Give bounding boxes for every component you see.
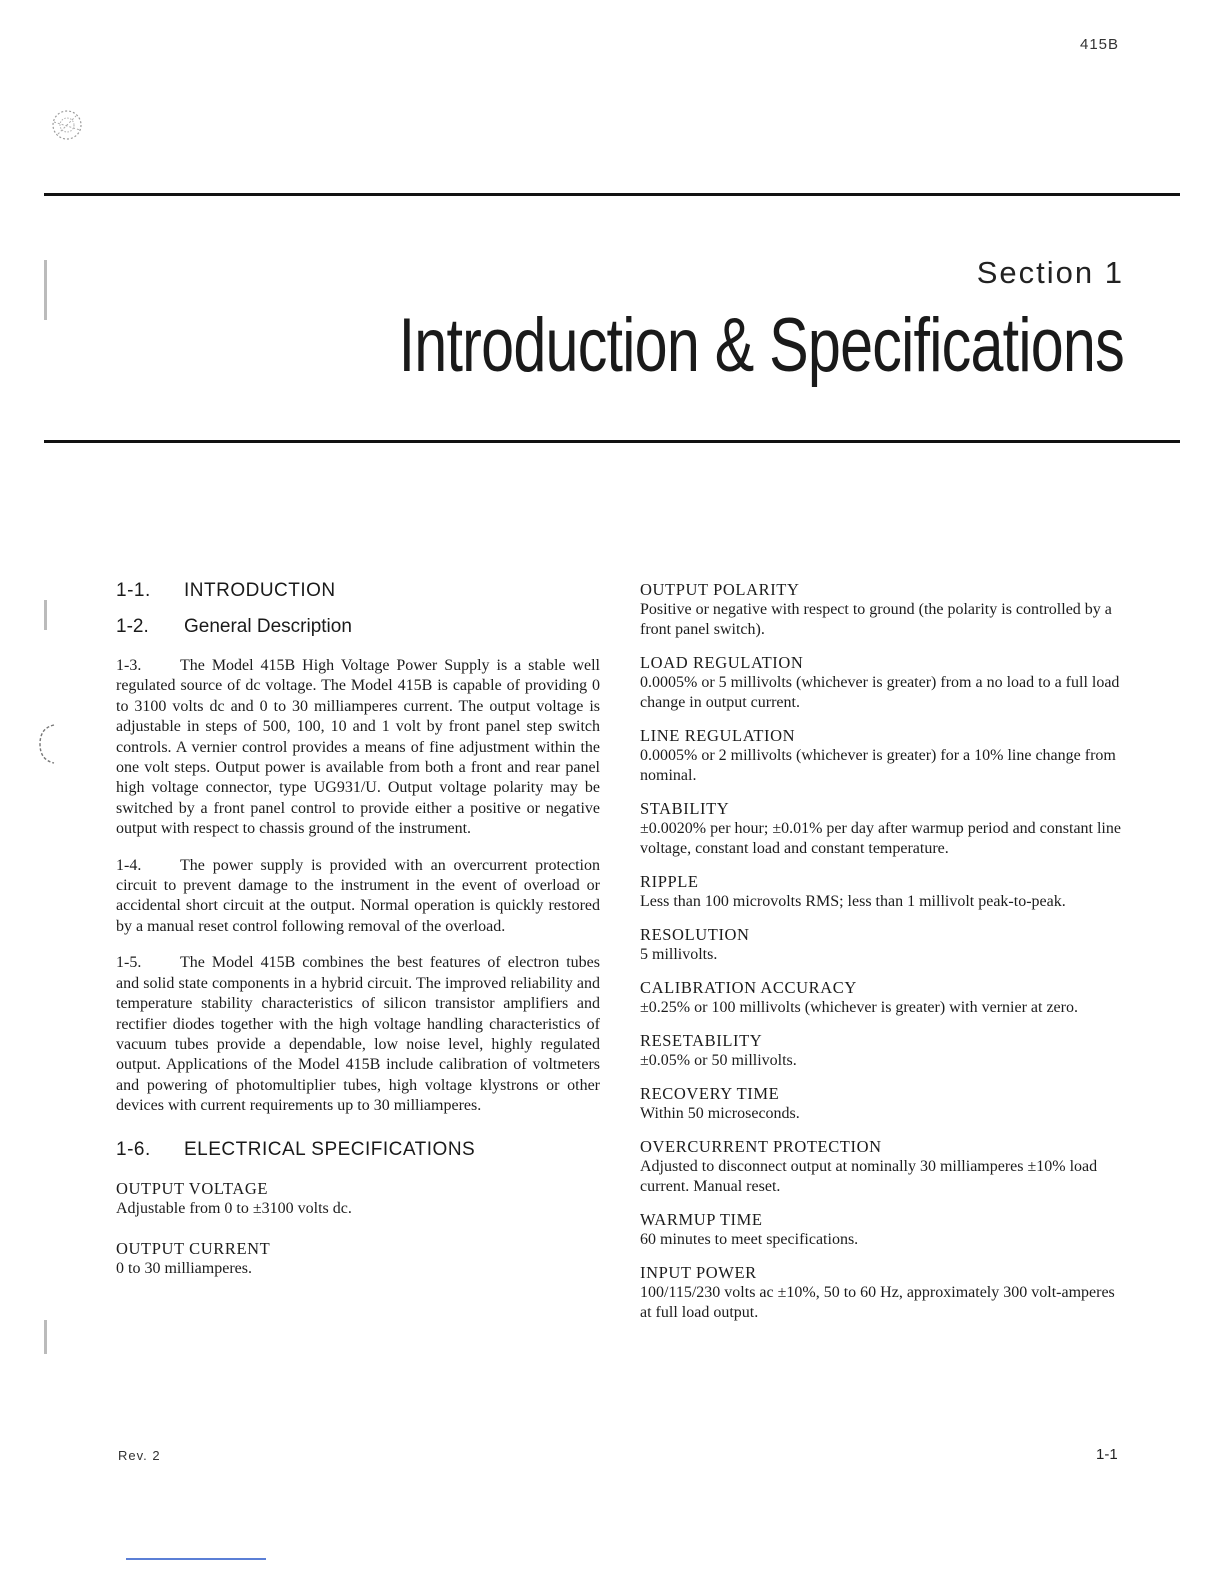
- spec-recovery-time: [640, 1084, 1124, 1124]
- margin-mark: [44, 1320, 47, 1354]
- paragraph-1-4: [116, 856, 600, 938]
- spec-warmup-time: [640, 1210, 1124, 1250]
- introduction-heading: [116, 580, 600, 602]
- margin-mark: [44, 600, 47, 630]
- heading-number: 1-1.: [116, 580, 151, 601]
- spec-text: 100/115/230 volts ac ±10%, 50 to 60 Hz, approximately 300 volt-amperes at full load output.: [640, 1284, 1115, 1321]
- spec-name: LINE REGULATION: [640, 726, 796, 745]
- right-column: [640, 580, 1124, 1336]
- left-column: [116, 580, 600, 1292]
- binding-mark: [36, 722, 58, 766]
- top-rule: [44, 193, 1180, 196]
- paragraph-text: The Model 415B High Voltage Power Supply is a stable well regulated source of dc voltage. The Model 415B is capable of providing 0 to 3100 volts dc and 0 to 30 milliamperes current. The output voltage is adjustable in steps of 500, 100, 10 and 1 volt by front panel step switch controls. A vernier control provides a means of fine adjustment within the one volt steps. Output power is available from both a front and rear panel high voltage connector, type UG931/U. Output voltage polarity may be switched by a front panel control to provide either a positive or negative output with respect to chassis ground of the instrument.: [116, 657, 600, 838]
- spec-name: RECOVERY TIME: [640, 1084, 780, 1103]
- scan-artifact-line: [126, 1558, 266, 1560]
- spec-stability: [640, 799, 1124, 859]
- spec-text: 5 millivolts.: [640, 946, 718, 963]
- paragraph-text: The power supply is provided with an overcurrent protection circuit to prevent damage to the instrument in the event of overload or accidental short circuit at the output. Normal operation is quickly restored by a manual reset control following removal of the overload.: [116, 856, 600, 935]
- spec-name: RIPPLE: [640, 872, 699, 891]
- paragraph-number: 1-3.: [116, 657, 142, 674]
- spec-text: Less than 100 microvolts RMS; less than 1 millivolt peak-to-peak.: [640, 893, 1066, 910]
- spec-text: 0 to 30 milliamperes.: [116, 1259, 252, 1277]
- page-number: 1-1: [1096, 1446, 1118, 1463]
- spec-name: WARMUP TIME: [640, 1210, 763, 1229]
- spec-text: Within 50 microseconds.: [640, 1105, 800, 1122]
- general-description-heading: [116, 616, 600, 638]
- spec-name: RESETABILITY: [640, 1031, 763, 1050]
- spec-name: OUTPUT POLARITY: [640, 580, 800, 599]
- section-label: Section 1: [976, 255, 1124, 290]
- spec-name: RESOLUTION: [640, 925, 750, 944]
- paragraph-number: 1-4.: [116, 856, 142, 874]
- spec-calibration-accuracy: [640, 978, 1124, 1018]
- spec-resolution: [640, 925, 1124, 965]
- heading-number: 1-2.: [116, 616, 149, 637]
- spec-resetability: [640, 1031, 1124, 1071]
- spec-line-regulation: [640, 726, 1124, 786]
- logo-icon: [44, 102, 90, 148]
- heading-number: 1-6.: [116, 1138, 151, 1160]
- paragraph-number: 1-5.: [116, 954, 142, 972]
- spec-text: ±0.25% or 100 millivolts (whichever is greater) with vernier at zero.: [640, 999, 1078, 1016]
- heading-text: INTRODUCTION: [184, 580, 336, 601]
- spec-name: OUTPUT VOLTAGE: [116, 1178, 269, 1198]
- spec-name: STABILITY: [640, 799, 730, 818]
- spec-text: Adjusted to disconnect output at nominally 30 milliamperes ±10% load current. Manual reset.: [640, 1158, 1098, 1195]
- spec-overcurrent-protection: [640, 1137, 1124, 1197]
- spec-text: ±0.0020% per hour; ±0.01% per day after warmup period and constant line voltage, constant load and constant temperature.: [640, 820, 1121, 857]
- page-title: Introduction & Specifications: [398, 303, 1124, 388]
- spec-name: OUTPUT CURRENT: [116, 1238, 271, 1258]
- spec-name: LOAD REGULATION: [640, 653, 804, 672]
- spec-text: ±0.05% or 50 millivolts.: [640, 1052, 797, 1069]
- spec-text: Positive or negative with respect to ground (the polarity is controlled by a front panel switch).: [640, 601, 1112, 638]
- spec-output-current: [116, 1239, 600, 1279]
- spec-name: CALIBRATION ACCURACY: [640, 978, 857, 997]
- spec-text: Adjustable from 0 to ±3100 volts dc.: [116, 1199, 352, 1217]
- spec-text: 60 minutes to meet specifications.: [640, 1231, 859, 1248]
- margin-mark: [44, 260, 47, 320]
- revision-label: Rev. 2: [118, 1448, 161, 1463]
- spec-name: OVERCURRENT PROTECTION: [640, 1137, 882, 1156]
- spec-load-regulation: [640, 653, 1124, 713]
- title-rule: [44, 440, 1180, 443]
- spec-text: 0.0005% or 2 millivolts (whichever is greater) for a 10% line change from nominal.: [640, 747, 1116, 784]
- electrical-specifications-heading: [116, 1139, 600, 1161]
- spec-output-voltage: [116, 1179, 600, 1219]
- spec-text: 0.0005% or 5 millivolts (whichever is greater) from a no load to a full load change in output current.: [640, 674, 1120, 711]
- heading-text: General Description: [184, 616, 352, 637]
- paragraph-text: The Model 415B combines the best features of electron tubes and solid state components in a hybrid circuit. The improved reliability and temperature stability characteristics of silicon transistor amplifiers and rectifier diodes together with the high voltage handling characteristics of vacuum tubes provide a dependable, low noise level, highly regulated output. Applications of the Model 415B include calibration of voltmeters and powering of photomultiplier tubes, high voltage klystrons or other devices with current requirements up to 30 milliamperes.: [116, 954, 600, 1115]
- spec-name: INPUT POWER: [640, 1263, 757, 1282]
- spec-input-power: [640, 1263, 1124, 1323]
- paragraph-1-3: [116, 656, 600, 840]
- spec-ripple: [640, 872, 1124, 912]
- spec-output-polarity: [640, 580, 1124, 640]
- paragraph-1-5: [116, 953, 600, 1116]
- heading-text: ELECTRICAL SPECIFICATIONS: [184, 1138, 476, 1160]
- model-number: 415B: [1080, 36, 1120, 53]
